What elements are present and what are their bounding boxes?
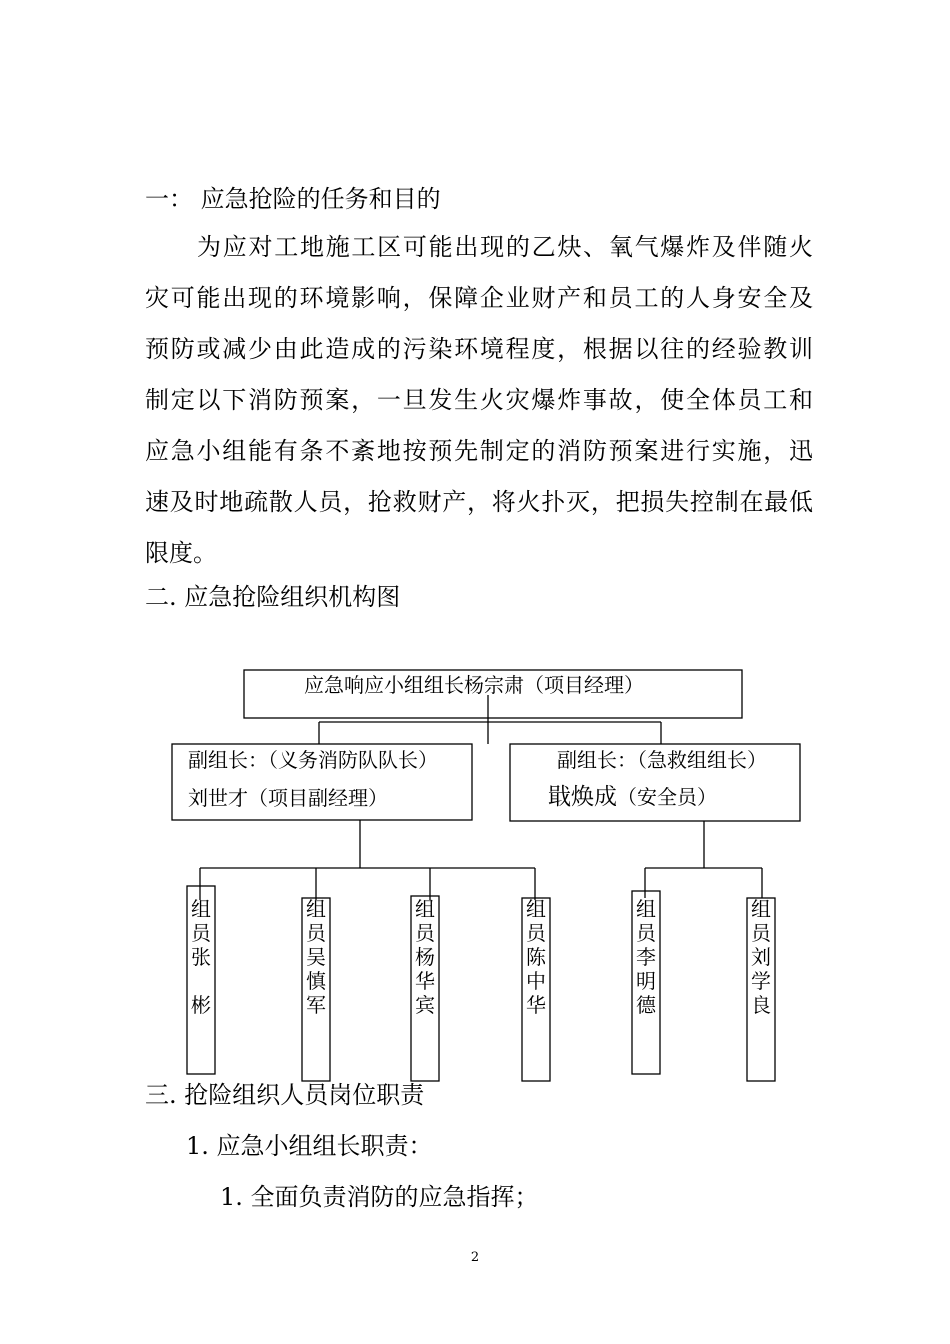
leader-label: 应急响应小组组长杨宗肃（项目经理） xyxy=(304,673,644,697)
paragraph-line: 预防或减少由此造成的污染环境程度，根据以往的经验教训 xyxy=(145,335,813,363)
member-wu-shenjun xyxy=(304,897,328,1017)
member-yang-huabin xyxy=(413,897,437,1017)
deputy-right-person: 戢焕成 xyxy=(548,784,617,810)
member-char: 吴 xyxy=(306,945,326,969)
paragraph-line: 为应对工地施工区可能出现的乙炔、氧气爆炸及伴随火 xyxy=(197,233,813,261)
member-char: 组 xyxy=(191,897,211,921)
deputy-left-name: 刘世才（项目副经理） xyxy=(188,786,388,810)
deputy-right-role: （安全员） xyxy=(617,785,717,809)
member-char: 刘 xyxy=(751,945,771,969)
deputy-right-name xyxy=(548,786,717,809)
section3-heading: 三. 抢险组织人员岗位职责 xyxy=(145,1081,425,1109)
member-char: 华 xyxy=(526,993,546,1017)
page-number: 2 xyxy=(470,1250,480,1265)
member-char: 良 xyxy=(751,993,771,1017)
paragraph-line: 灾可能出现的环境影响，保障企业财产和员工的人身安全及 xyxy=(145,284,813,312)
member-char: 中 xyxy=(526,969,546,993)
member-char: 军 xyxy=(306,993,326,1017)
section1-heading: 一： 应急抢险的任务和目的 xyxy=(145,185,441,213)
member-char: 员 xyxy=(636,921,656,945)
member-char: 德 xyxy=(636,993,656,1017)
member-char: 员 xyxy=(415,921,435,945)
section3-sub1: 1. 应急小组组长职责： xyxy=(186,1132,433,1160)
member-char: 杨 xyxy=(415,945,435,969)
member-char: 陈 xyxy=(526,945,546,969)
member-liu-xueliang xyxy=(749,897,773,1017)
paragraph-line: 应急小组能有条不紊地按预先制定的消防预案进行实施，迅 xyxy=(145,437,813,465)
member-char: 李 xyxy=(636,945,656,969)
section3-item1: 1. 全面负责消防的应急指挥； xyxy=(220,1183,539,1211)
paragraph-line: 制定以下消防预案，一旦发生火灾爆炸事故，使全体员工和 xyxy=(145,386,813,414)
member-li-mingde xyxy=(634,897,658,1017)
deputy-right-title: 副组长：（急救组组长） xyxy=(557,748,767,772)
member-zhang-bin xyxy=(189,897,213,1017)
member-char: 员 xyxy=(526,921,546,945)
member-char: 员 xyxy=(751,921,771,945)
member-char: 张 xyxy=(191,945,211,969)
member-char: 员 xyxy=(191,921,211,945)
member-char: 明 xyxy=(636,969,656,993)
member-char: 组 xyxy=(636,897,656,921)
member-char: 慎 xyxy=(306,969,326,993)
member-char xyxy=(189,969,213,993)
deputy-left-title: 副组长：（义务消防队队长） xyxy=(188,748,438,772)
member-char: 组 xyxy=(415,897,435,921)
section2-heading: 二. 应急抢险组织机构图 xyxy=(145,583,401,611)
paragraph-line: 速及时地疏散人员，抢救财产，将火扑灭，把损失控制在最低 xyxy=(145,488,813,516)
paragraph-line: 限度。 xyxy=(145,539,217,567)
member-char: 组 xyxy=(526,897,546,921)
member-char: 组 xyxy=(306,897,326,921)
member-char: 彬 xyxy=(191,993,211,1017)
member-char: 学 xyxy=(751,969,771,993)
member-chen-zhonghua xyxy=(524,897,548,1017)
member-char: 组 xyxy=(751,897,771,921)
member-char: 华 xyxy=(415,969,435,993)
member-char: 员 xyxy=(306,921,326,945)
member-char: 宾 xyxy=(415,993,435,1017)
